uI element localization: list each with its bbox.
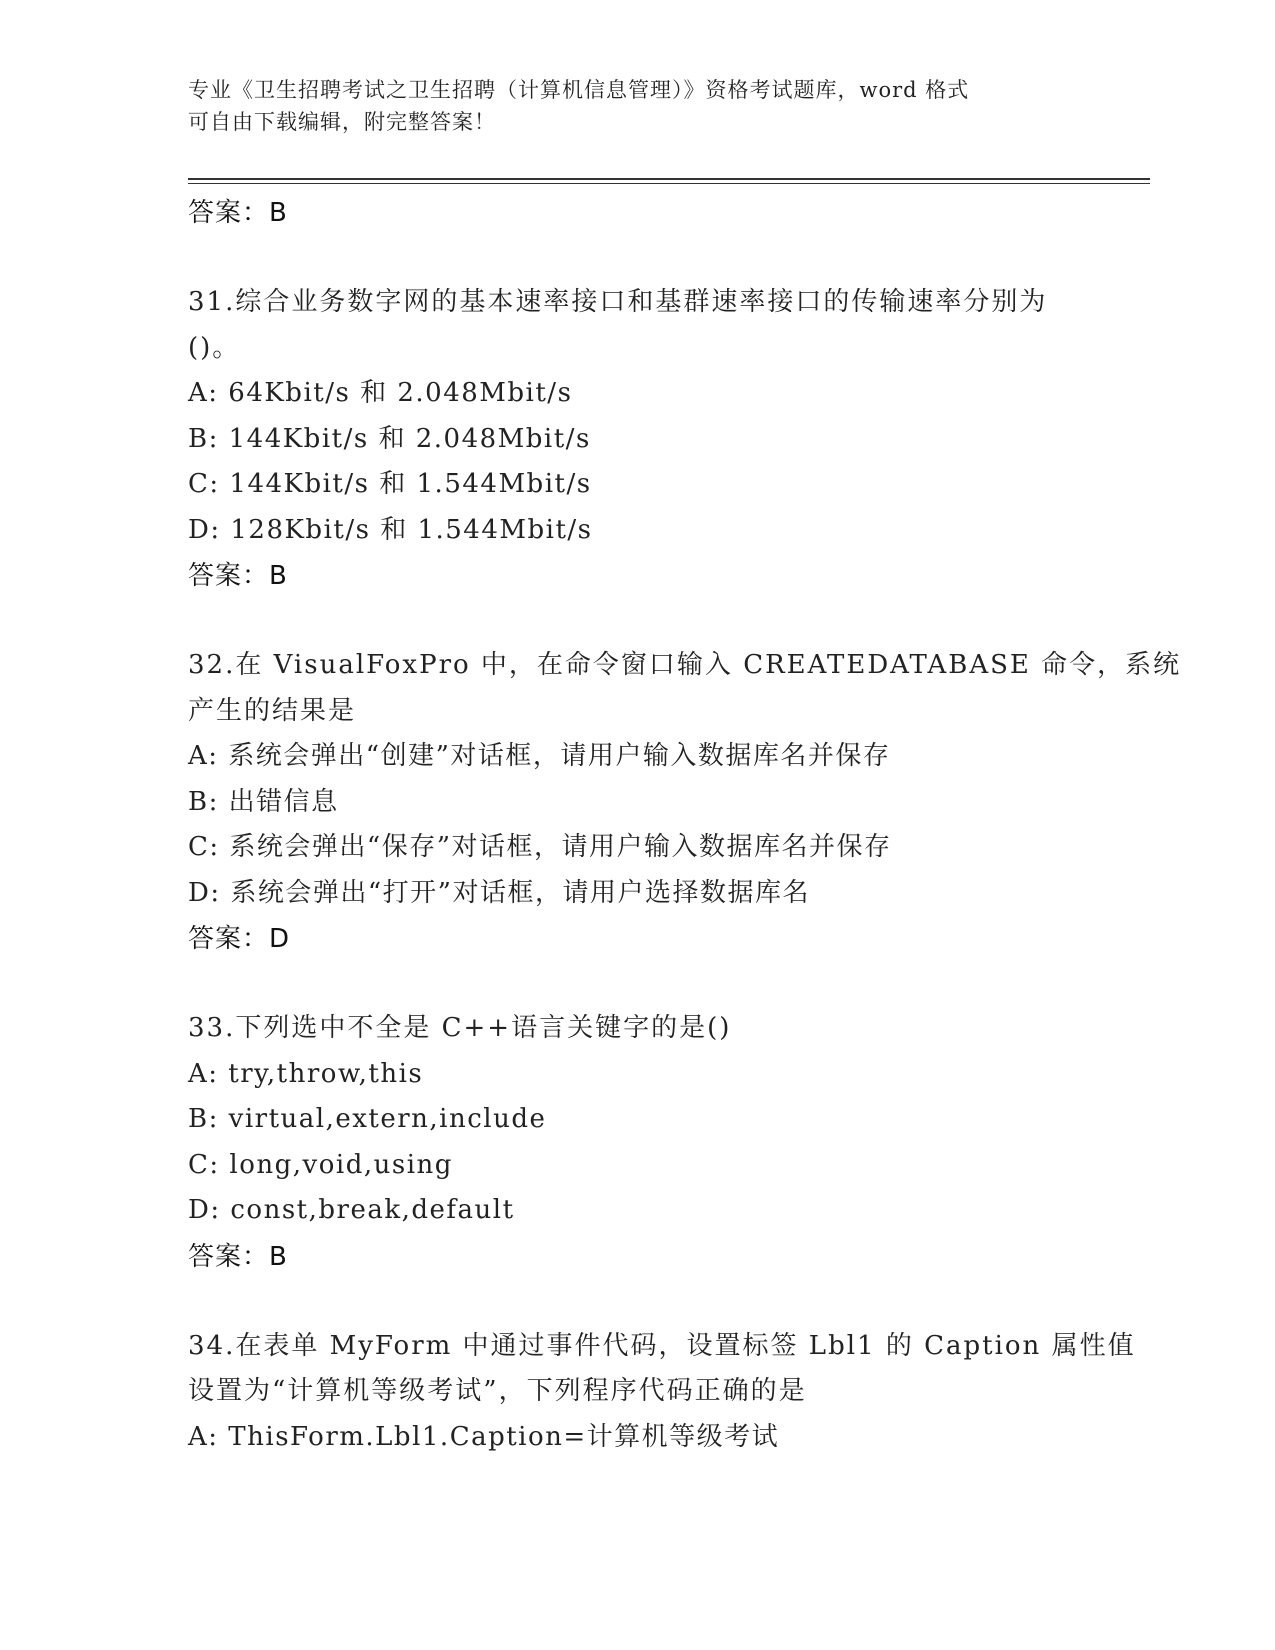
option-c: C: 144Kbit/s 和 1.544Mbit/s (188, 469, 592, 499)
option-b: B: 出错信息 (188, 786, 339, 817)
spacer (188, 236, 1088, 280)
spacer (188, 1280, 1088, 1324)
answer-line: 答案：B (188, 198, 288, 228)
option-d: D: 128Kbit/s 和 1.544Mbit/s (188, 514, 593, 545)
question-text (188, 643, 1182, 734)
option-c: C: long,void,using (188, 1149, 453, 1180)
answer-line: 答案：D (188, 924, 291, 954)
option-d: D: 系统会弹出“打开”对话框，请用户选择数据库名 (188, 877, 810, 908)
question-block (188, 1006, 1088, 1280)
spacer (188, 599, 1088, 643)
option-b: B: virtual,extern,include (188, 1104, 547, 1134)
option-c: C: 系统会弹出“保存”对话框，请用户输入数据库名并保存 (188, 832, 892, 862)
question-line: ()。 (188, 332, 241, 363)
question-block (188, 643, 1182, 962)
option-a: A: 64Kbit/s 和 2.048Mbit/s (188, 378, 573, 408)
question-line: 产生的结果是 (188, 695, 357, 726)
question-text (188, 280, 1088, 371)
question-list (188, 190, 1182, 1460)
question-line: 31.综合业务数字网的基本速率接口和基群速率接口的传输速率分别为 (188, 287, 1048, 317)
question-block (188, 1324, 1136, 1461)
option-b: B: 144Kbit/s 和 2.048Mbit/s (188, 423, 591, 454)
option-d: D: const,break,default (188, 1195, 515, 1225)
header-divider-thin (188, 183, 1150, 184)
question-text (188, 1324, 1136, 1415)
answer-line: 答案：B (188, 1241, 288, 1272)
header-line-1: 专业《卫生招聘考试之卫生招聘（计算机信息管理）》资格考试题库，word 格式 (188, 78, 970, 102)
question-text (188, 1006, 1088, 1052)
header-divider-thick (188, 178, 1150, 180)
question-line: 32.在 VisualFoxPro 中，在命令窗口输入 CREATEDATABASE 命令，系统 (188, 650, 1182, 680)
question-line: 33.下列选中不全是 C++语言关键字的是() (188, 1013, 732, 1043)
spacer (188, 962, 1088, 1006)
question-line: 34.在表单 MyForm 中通过事件代码，设置标签 Lbl1 的 Caption 属性值 (188, 1330, 1136, 1361)
question-block (188, 280, 1088, 599)
header-line-2: 可自由下载编辑，附完整答案！ (188, 110, 496, 134)
option-a: A: 系统会弹出“创建”对话框，请用户输入数据库名并保存 (188, 741, 891, 771)
answer-line: 答案：B (188, 561, 288, 591)
option-a: A: ThisForm.Lbl1.Caption=计算机等级考试 (188, 1421, 780, 1452)
option-a: A: try,throw,this (188, 1058, 424, 1089)
document-header (188, 74, 1078, 138)
question-line: 设置为“计算机等级考试”，下列程序代码正确的是 (188, 1376, 807, 1406)
